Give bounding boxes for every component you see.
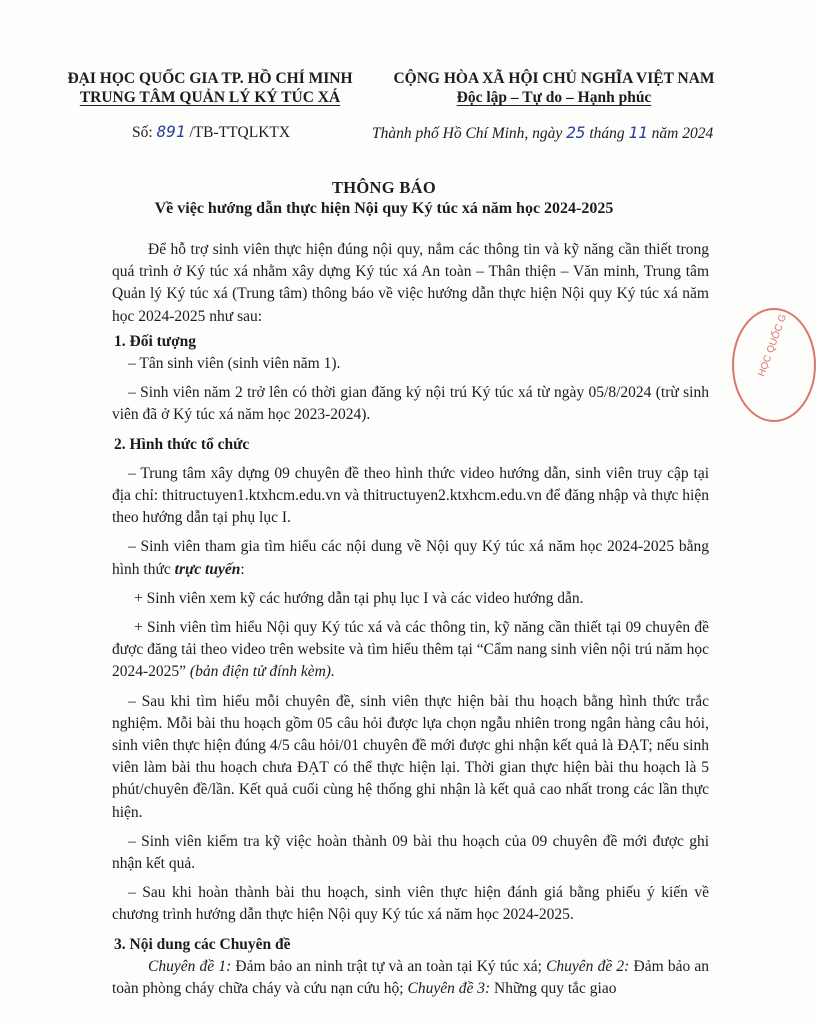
section-2-item-5: – Sau khi hoàn thành bài thu hoạch, sinh viên thực hiện đánh giá bằng phiếu ý kiến về chương trình hướng dẫn thực hiện Nội quy Ký túc xá năm học 2024-2025. xyxy=(112,884,709,924)
date-month-label: tháng xyxy=(585,125,629,142)
document-body xyxy=(112,239,709,1000)
date-prefix: Thành phố Hồ Chí Minh, ngày xyxy=(372,125,567,142)
topic-1-label: Chuyên đề 1: xyxy=(148,957,232,975)
issuer-center: TRUNG TÂM QUẢN LÝ KÝ TÚC XÁ xyxy=(79,89,341,106)
section-1-item-2: – Sinh viên năm 2 trở lên có thời gian đăng ký nội trú Ký túc xá từ ngày 05/8/2024 (trừ sinh viên đã ở Ký túc xá năm học 2023-2024). xyxy=(112,384,709,424)
reference-suffix: /TB-TTQLKTX xyxy=(185,124,291,141)
section-2-item-2 xyxy=(112,536,709,580)
section-2-item-4: – Sinh viên kiểm tra kỹ việc hoàn thành 09 bài thu hoạch của 09 chuyên đề mới được ghi nhận kết quả. xyxy=(112,832,709,873)
section-2-heading: 2. Hình thức tổ chức xyxy=(114,435,250,453)
official-seal-stamp xyxy=(732,308,816,422)
issuer-university: ĐẠI HỌC QUỐC GIA TP. HỒ CHÍ MINH xyxy=(67,70,353,87)
section-1-heading: 1. Đối tượng xyxy=(114,332,197,350)
section-2-item-2-emphasis: trực tuyến xyxy=(174,560,241,578)
section-2-item-2-colon: : xyxy=(240,560,245,578)
document-subtitle: Về việc hướng dẫn thực hiện Nội quy Ký túc xá năm học 2024-2025 xyxy=(154,200,614,217)
section-3-heading: 3. Nội dung các Chuyên đề xyxy=(114,935,291,953)
topic-2-text: Đảm bảo an toàn phòng cháy chữa cháy và cứu nạn cứu hộ; xyxy=(112,957,710,998)
national-header xyxy=(384,69,724,107)
section-2-item-3: – Sau khi tìm hiểu mỗi chuyên đề, sinh viên thực hiện bài thu hoạch bằng hình thức trắc nghiệm. Mỗi bài thu hoạch gồm 05 câu hỏi được lựa chọn ngẫu nhiên trong ngân hàng câu hỏi, sinh viên thực hiện đúng 4/5 câu hỏi/01 chuyên đề mới được ghi nhận kết quả là ĐẠT; nếu sinh viên làm bài thu hoạch chưa ĐẠT có thể thực hiện lại. Thời gian thực hiện bài thu hoạch là 5 phút/chuyên đề/lần. Kết quả cuối cùng hệ thống ghi nhận là kết quả cao nhất trong các lần thực hiện. xyxy=(112,692,709,821)
section-2-plus-1: + Sinh viên xem kỹ các hướng dẫn tại phụ lục I và các video hướng dẫn. xyxy=(134,589,584,607)
section-2-plus-2 xyxy=(112,617,709,684)
section-1-item-1: – Tân sinh viên (sinh viên năm 1). xyxy=(128,355,341,373)
section-2-item-1: – Trung tâm xây dựng 09 chuyên đề theo hình thức video hướng dẫn, sinh viên truy cập tại địa chỉ: thitructuyen1.ktxhcm.edu.vn và thitructuyen2.ktxhcm.edu.vn để đăng nhập và thực hiện theo hướng dẫn tại phụ lục I. xyxy=(112,464,709,527)
issuer-header xyxy=(60,69,360,107)
section-3-content xyxy=(112,956,709,1000)
topic-3-label: Chuyên đề 3: xyxy=(407,980,491,998)
national-motto: Độc lập – Tự do – Hạnh phúc xyxy=(456,89,652,106)
stamp-text: HỌC QUỐC G xyxy=(756,312,790,379)
reference-number xyxy=(132,122,290,142)
section-2-plus-2-note: (bản điện tử đính kèm). xyxy=(189,663,335,681)
date-day: 25 xyxy=(566,123,586,142)
topic-3-text: Những quy tắc giao xyxy=(490,980,617,998)
section-2-item-2-text: – Sinh viên tham gia tìm hiểu các nội dung về Nội quy Ký túc xá năm học 2024-2025 bằng hình thức xyxy=(112,538,709,578)
date-year-label: năm 2024 xyxy=(647,125,714,142)
national-title: CỘNG HÒA XÃ HỘI CHỦ NGHĨA VIỆT NAM xyxy=(393,70,715,87)
reference-prefix: Số: xyxy=(132,124,157,141)
reference-handwritten-number: 891 xyxy=(156,122,186,141)
date-month: 11 xyxy=(628,123,648,142)
topic-2-label: Chuyên đề 2: xyxy=(546,957,630,975)
intro-paragraph: Để hỗ trợ sinh viên thực hiện đúng nội quy, nắm các thông tin và kỹ năng cần thiết trong quá trình ở Ký túc xá nhằm xây dựng Ký túc xá An toàn – Thân thiện – Văn minh, Trung tâm Quản lý Ký túc xá (Trung tâm) thông báo về việc hướng dẫn thực hiện Nội quy Ký túc xá năm học 2024-2025 như sau: xyxy=(112,241,709,325)
place-date xyxy=(372,123,713,143)
topic-1-text: Đảm bảo an ninh trật tự và an toàn tại Ký túc xá; xyxy=(231,957,547,975)
section-2-plus-2-text: + Sinh viên tìm hiểu Nội quy Ký túc xá và các thông tin, kỹ năng cần thiết tại 09 chuyên đề được đăng tải theo video trên website và tìm hiểu thêm tại “Cẩm nang sinh viên nội trú năm học 2024-2025” xyxy=(112,619,709,681)
document-title: THÔNG BÁO xyxy=(331,178,436,197)
